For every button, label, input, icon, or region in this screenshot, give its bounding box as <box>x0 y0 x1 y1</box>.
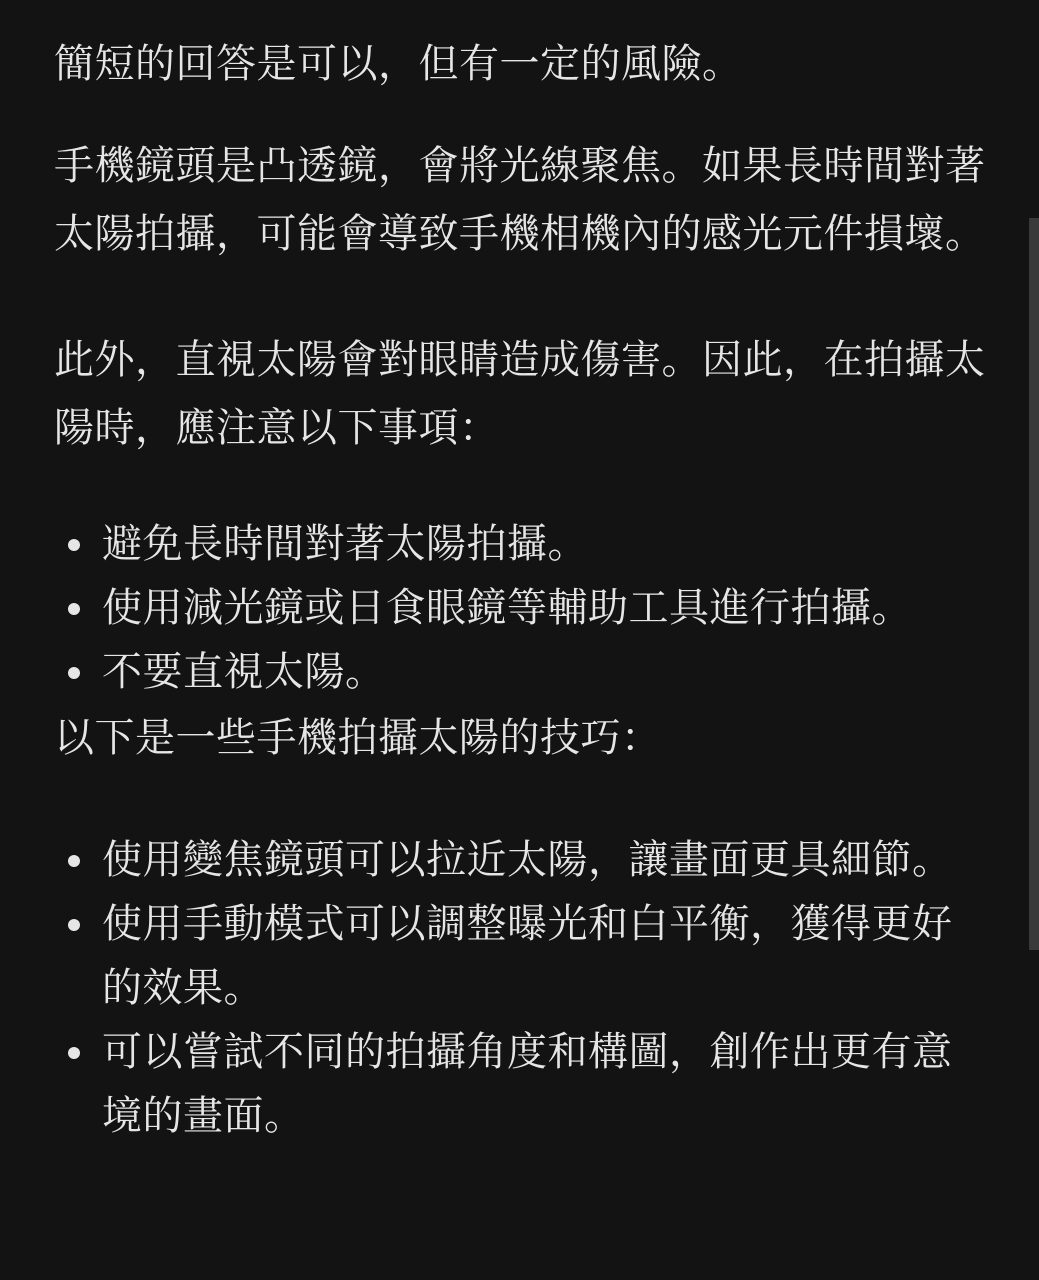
list-item <box>54 892 962 1020</box>
list-item <box>54 512 989 576</box>
list-item <box>54 576 989 640</box>
tips-intro: 以下是一些手機拍攝太陽的技巧： <box>54 715 662 761</box>
list-item-text: 避免長時間對著太陽拍攝。 <box>102 521 588 567</box>
list-item <box>54 1020 962 1148</box>
tips-list <box>54 828 989 1148</box>
scrollbar[interactable] <box>1029 218 1039 950</box>
bullet-icon <box>68 855 80 867</box>
answer-summary: 簡短的回答是可以，但有一定的風險。 <box>54 41 743 87</box>
list-item-text: 可以嘗試不同的拍攝角度和構圖，創作出更有意境的畫面。 <box>102 1029 953 1139</box>
list-item-text: 使用變焦鏡頭可以拉近太陽，讓畫面更具細節。 <box>102 837 953 883</box>
list-item <box>54 640 989 704</box>
precautions-intro: 此外，直視太陽會對眼睛造成傷害。因此，在拍攝太陽時，應注意以下事項： <box>54 337 986 451</box>
precautions-list <box>54 512 989 704</box>
list-item-text: 使用手動模式可以調整曝光和白平衡，獲得更好的效果。 <box>102 901 953 1011</box>
list-item <box>54 828 962 892</box>
bullet-icon <box>68 667 80 679</box>
list-item-text: 使用減光鏡或日食眼鏡等輔助工具進行拍攝。 <box>102 585 912 631</box>
bullet-icon <box>68 919 80 931</box>
bullet-icon <box>68 603 80 615</box>
bullet-icon <box>68 1047 80 1059</box>
chat-response <box>54 30 989 1148</box>
list-item-text: 不要直視太陽。 <box>102 649 386 695</box>
bullet-icon <box>68 539 80 551</box>
explanation-paragraph: 手機鏡頭是凸透鏡，會將光線聚焦。如果長時間對著太陽拍攝，可能會導致手機相機內的感光元件損壞。 <box>54 143 986 257</box>
